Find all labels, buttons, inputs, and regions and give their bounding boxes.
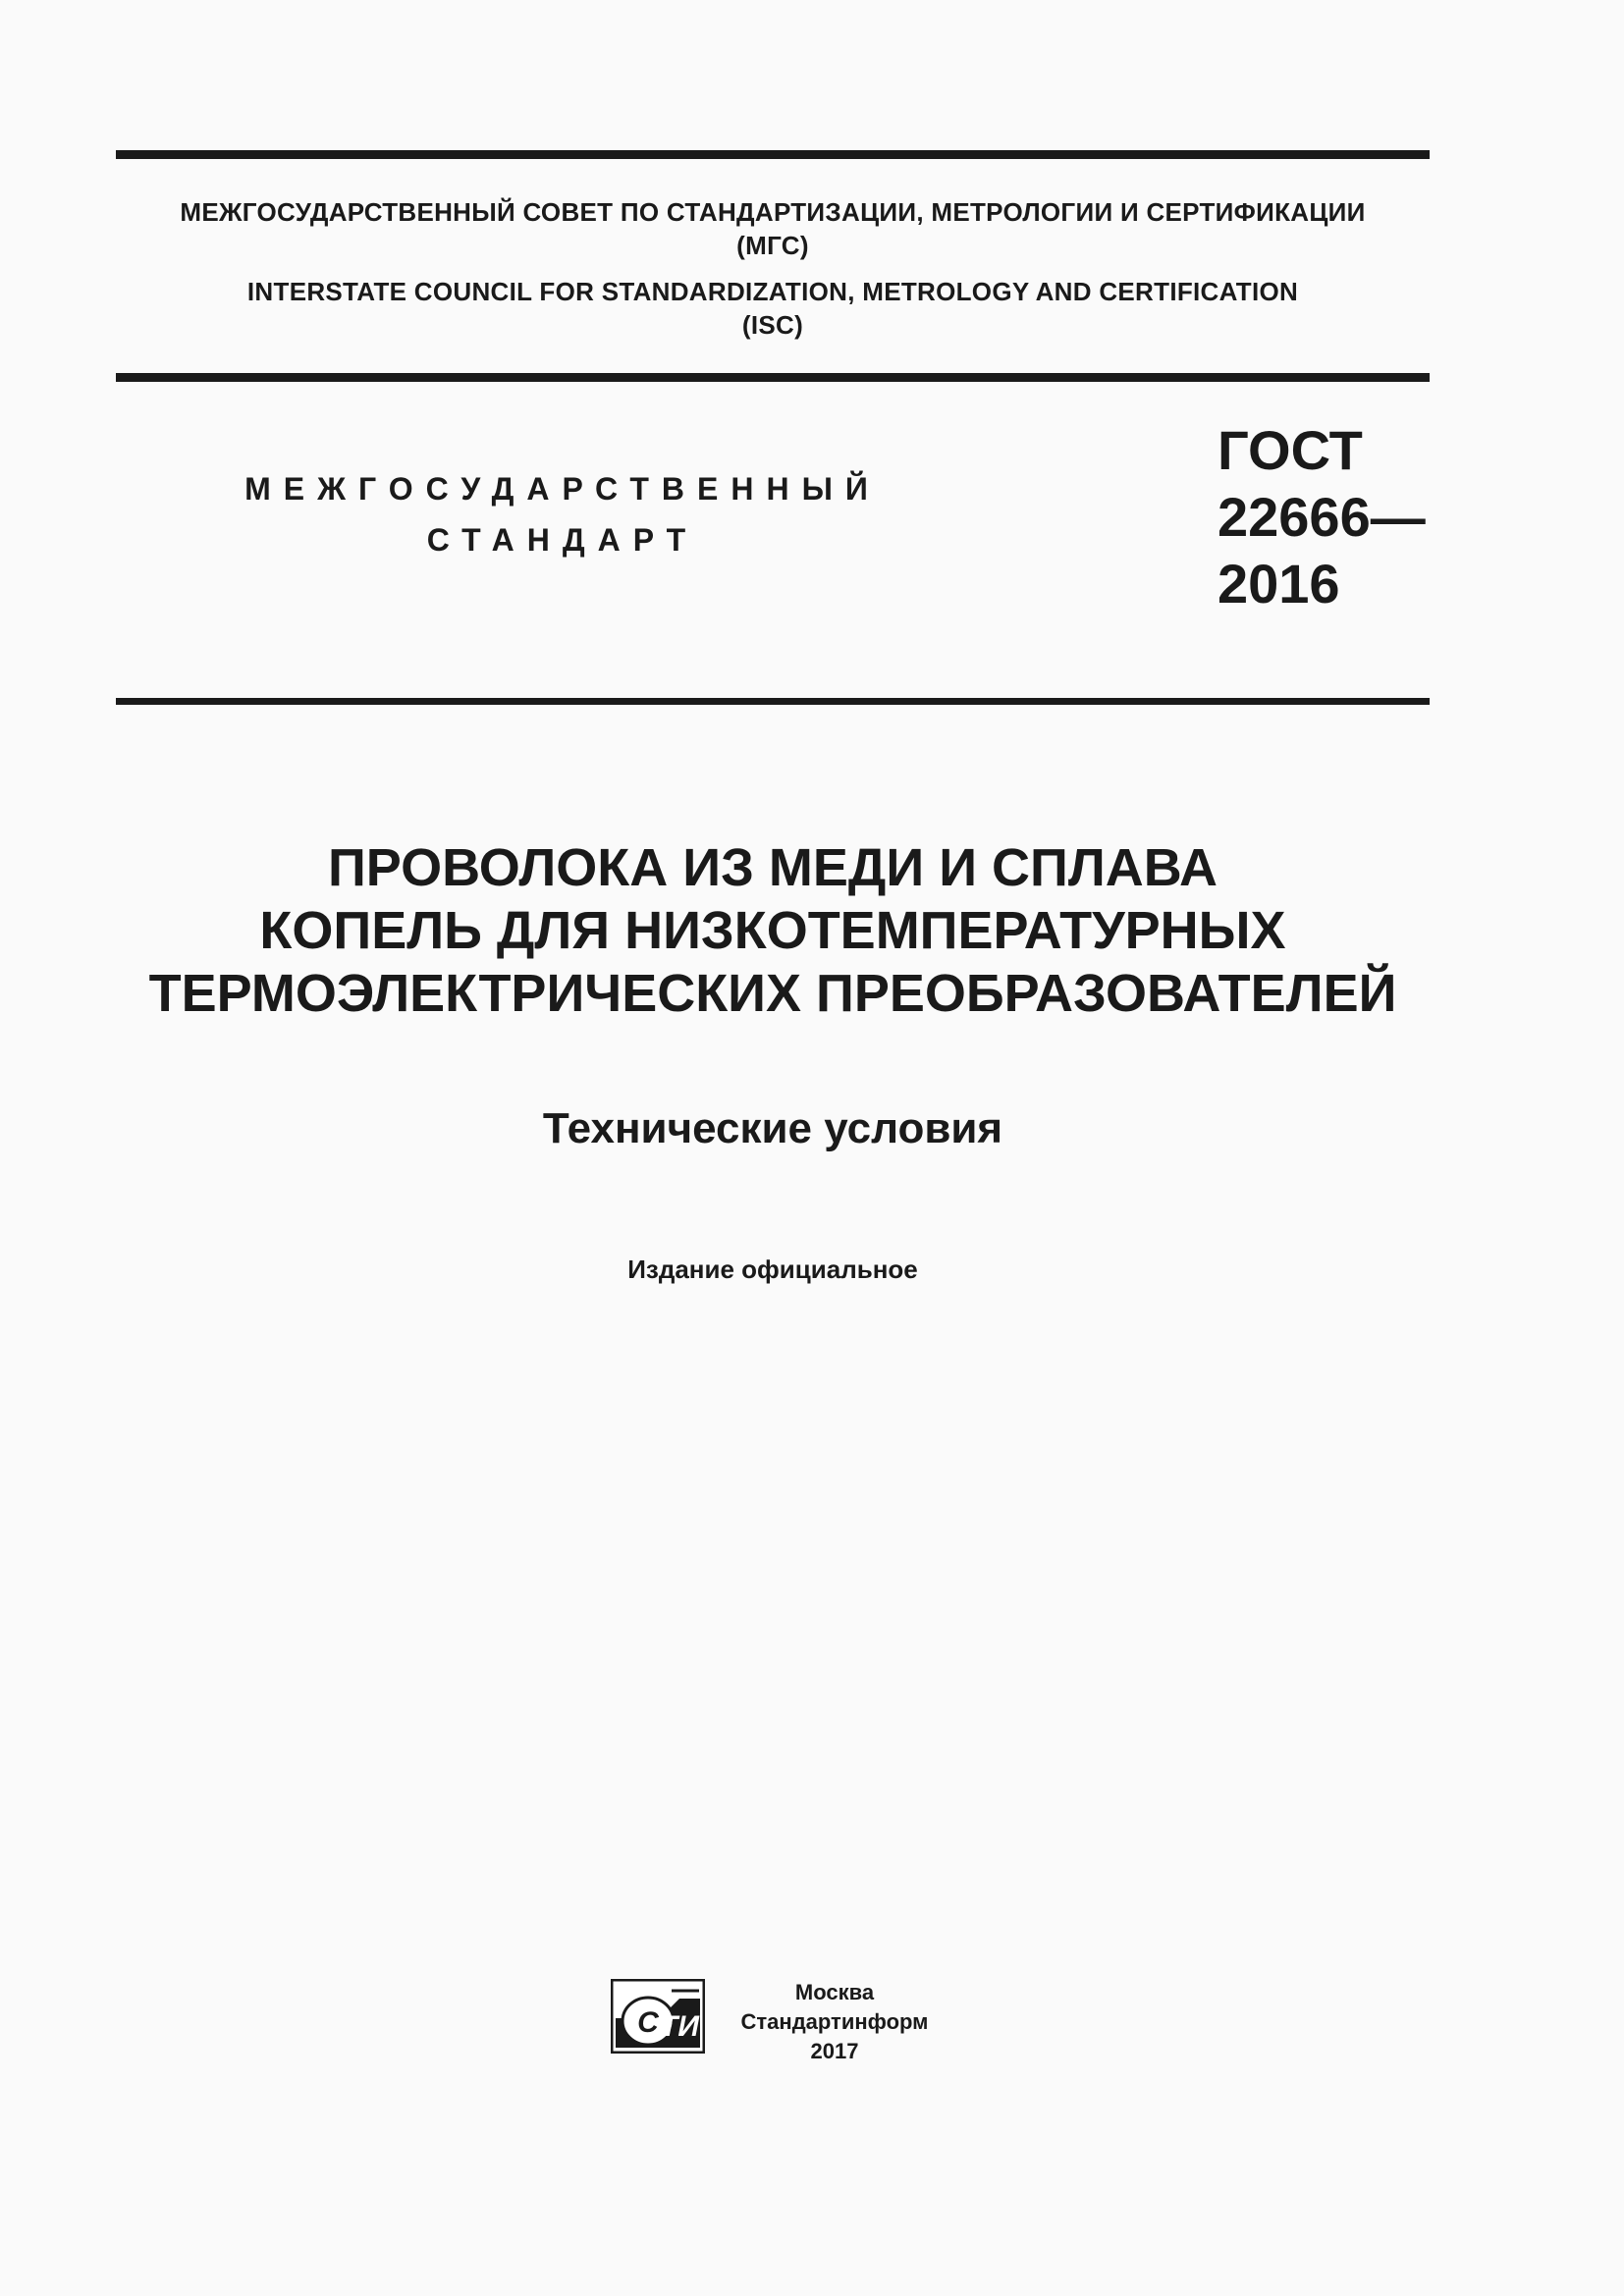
edition-note: Издание официальное	[627, 1255, 918, 1284]
title-line-2: КОПЕЛЬ ДЛЯ НИЗКОТЕМПЕРАТУРНЫХ	[259, 901, 1286, 960]
gost-label: ГОСТ	[1218, 419, 1363, 481]
title-line-1: ПРОВОЛОКА ИЗ МЕДИ И СПЛАВА	[327, 838, 1218, 897]
publisher-block	[717, 1978, 952, 2066]
council-en-name: INTERSTATE COUNCIL FOR STANDARDIZATION, METROLOGY AND CERTIFICATION	[246, 277, 1299, 306]
document-title	[116, 836, 1430, 1025]
svg-text:ТИ: ТИ	[660, 2010, 699, 2043]
publisher-year: 2017	[810, 2039, 859, 2063]
gost-designation	[1218, 417, 1426, 617]
document-subtitle: Технические условия	[542, 1104, 1003, 1152]
council-ru-abbr: (МГС)	[736, 231, 809, 260]
lower-rule	[116, 698, 1430, 705]
middle-rule	[116, 373, 1430, 382]
interstate-line-2: СТАНДАРТ	[426, 522, 699, 558]
publisher-name: Стандартинформ	[740, 2009, 929, 2034]
publisher-city: Москва	[794, 1980, 875, 2004]
council-ru-block	[116, 195, 1430, 262]
council-en-block	[116, 275, 1430, 342]
standartinform-logo-icon	[611, 1979, 705, 2054]
council-en-abbr: (ISC)	[741, 310, 804, 340]
svg-text:С: С	[637, 2006, 659, 2039]
interstate-standard-label	[72, 463, 1054, 565]
top-rule	[116, 150, 1430, 159]
council-ru-name: МЕЖГОСУДАРСТВЕННЫЙ СОВЕТ ПО СТАНДАРТИЗАЦИИ, МЕТРОЛОГИИ И СЕРТИФИКАЦИИ	[180, 197, 1366, 227]
gost-year: 2016	[1218, 553, 1340, 614]
interstate-line-1: МЕЖГОСУДАРСТВЕННЫЙ	[244, 471, 881, 507]
gost-number: 22666—	[1218, 486, 1426, 548]
title-line-3: ТЕРМОЭЛЕКТРИЧЕСКИХ ПРЕОБРАЗОВАТЕЛЕЙ	[148, 964, 1397, 1023]
